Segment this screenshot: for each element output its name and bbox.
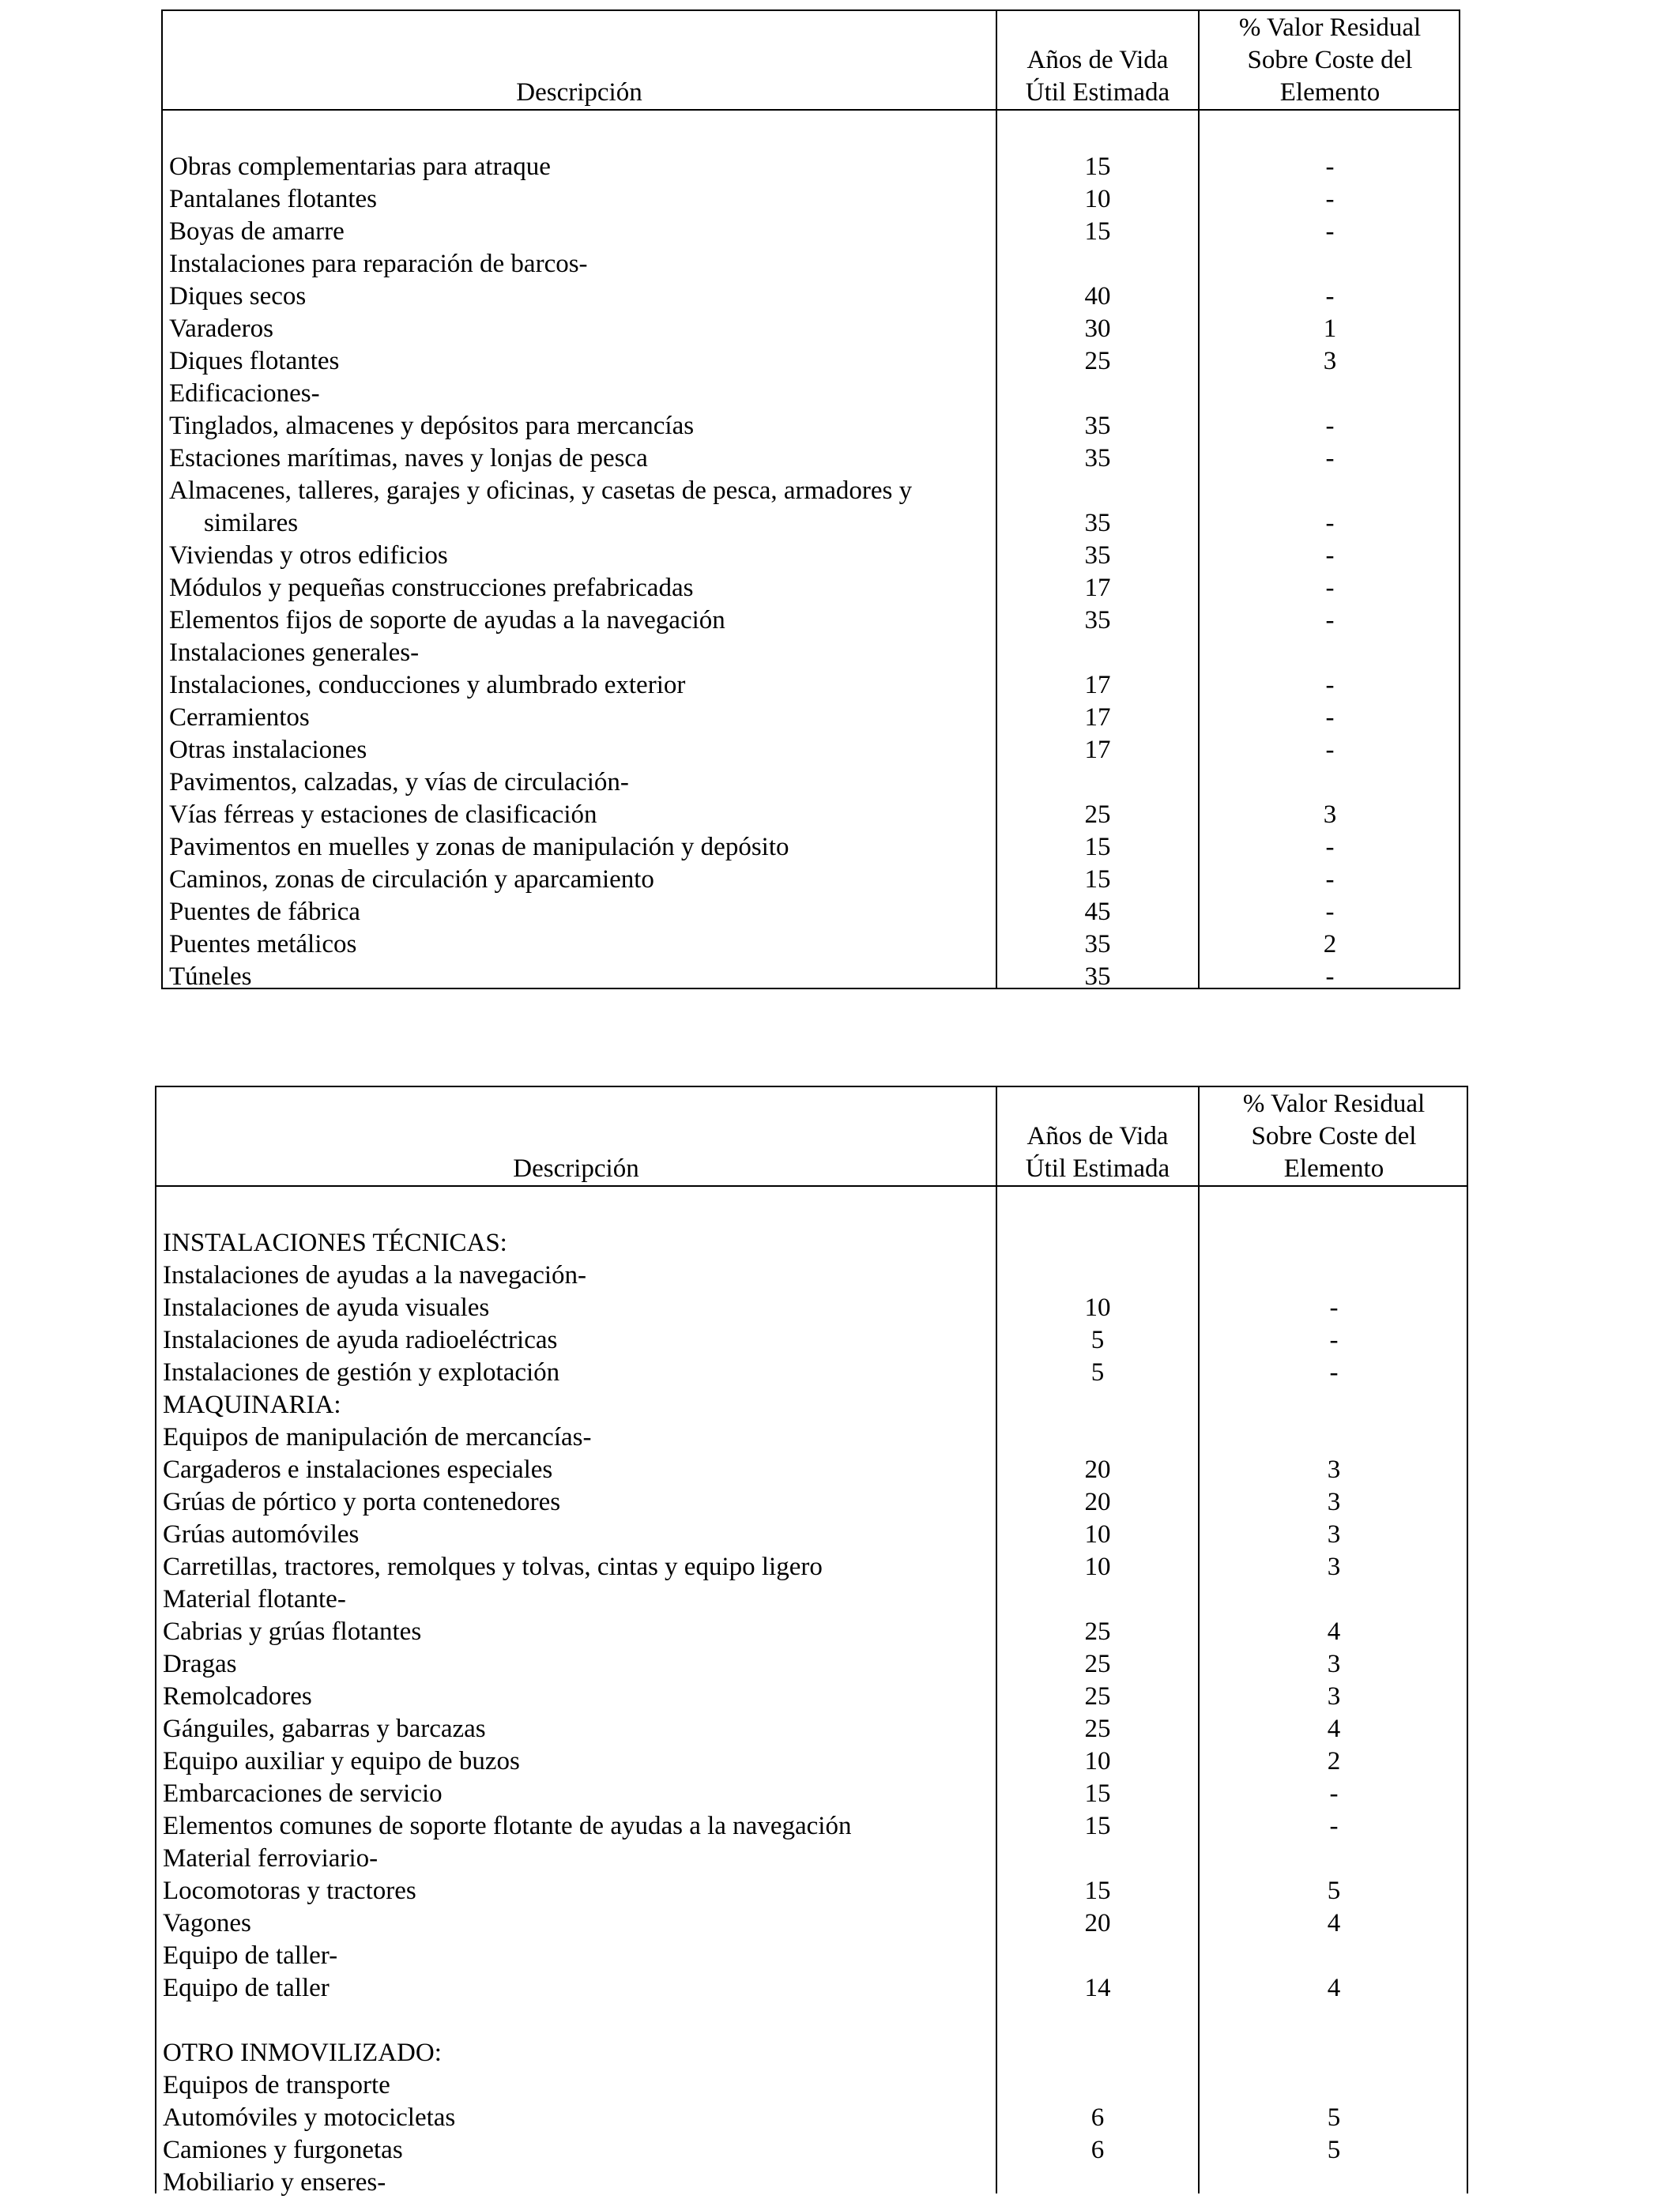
row-years: 35 bbox=[1084, 606, 1111, 634]
table-row bbox=[163, 540, 1459, 572]
row-residual: - bbox=[1325, 962, 1335, 991]
row-years: 25 bbox=[1084, 1650, 1111, 1678]
row-description: Remolcadores bbox=[163, 1682, 312, 1711]
row-residual: - bbox=[1325, 606, 1335, 634]
row-years: 25 bbox=[1084, 347, 1111, 375]
row-years: 15 bbox=[1084, 833, 1111, 861]
row-description: Almacenes, talleres, garajes y oficinas, y casetas de pesca, armadores y bbox=[169, 476, 913, 505]
table-row bbox=[163, 345, 1459, 378]
row-years: 30 bbox=[1084, 314, 1111, 343]
table-row bbox=[156, 1940, 1467, 1972]
row-years: 25 bbox=[1084, 1682, 1111, 1711]
row-years: 15 bbox=[1084, 1812, 1111, 1840]
table-row bbox=[156, 1810, 1467, 1843]
table-row bbox=[156, 1454, 1467, 1486]
row-description: Equipo de taller- bbox=[163, 1941, 338, 1970]
row-residual: - bbox=[1325, 282, 1335, 311]
row-description: Diques secos bbox=[169, 282, 307, 311]
row-description: OTRO INMOVILIZADO: bbox=[163, 2039, 442, 2067]
row-residual: - bbox=[1329, 1812, 1339, 1840]
table-row bbox=[163, 604, 1459, 637]
table-row bbox=[156, 2037, 1467, 2069]
row-residual: 2 bbox=[1323, 930, 1337, 958]
row-years: 14 bbox=[1084, 1974, 1111, 2002]
row-years: 17 bbox=[1084, 736, 1111, 764]
row-description: Vías férreas y estaciones de clasificación bbox=[169, 800, 597, 829]
row-residual: - bbox=[1325, 185, 1335, 213]
row-description: Material ferroviario- bbox=[163, 1844, 379, 1873]
table-row bbox=[156, 2134, 1467, 2167]
table-row bbox=[156, 2102, 1467, 2134]
row-description: Boyas de amarre bbox=[169, 217, 345, 246]
table-row bbox=[156, 1875, 1467, 1907]
table-row bbox=[163, 831, 1459, 864]
row-description: Obras complementarias para atraque bbox=[169, 152, 551, 181]
row-years: 20 bbox=[1084, 1455, 1111, 1484]
row-residual: - bbox=[1329, 1779, 1339, 1808]
row-description: Elementos comunes de soporte flotante de ayudas a la navegación bbox=[163, 1812, 852, 1840]
row-residual: 3 bbox=[1327, 1553, 1341, 1581]
row-residual: 5 bbox=[1327, 2136, 1341, 2164]
table-row bbox=[156, 1195, 1467, 1227]
row-description: Material flotante- bbox=[163, 1585, 346, 1613]
table-row bbox=[156, 1972, 1467, 2005]
useful-life-table-2 bbox=[155, 1086, 1468, 2197]
row-years: 35 bbox=[1084, 930, 1111, 958]
row-description: Equipos de transporte bbox=[163, 2071, 390, 2099]
table-row bbox=[156, 1519, 1467, 1551]
row-description: Pantalanes flotantes bbox=[169, 185, 378, 213]
row-residual: - bbox=[1325, 541, 1335, 570]
row-residual: 3 bbox=[1327, 1682, 1341, 1711]
header-residual: % Valor Residual Sobre Coste del Elemento bbox=[1242, 1090, 1426, 1183]
row-years: 35 bbox=[1084, 962, 1111, 991]
row-years: 45 bbox=[1084, 898, 1111, 926]
table-row bbox=[156, 1486, 1467, 1519]
row-years: 20 bbox=[1084, 1909, 1111, 1937]
row-description: Instalaciones, conducciones y alumbrado exterior bbox=[169, 671, 686, 699]
table-row bbox=[156, 1648, 1467, 1681]
row-description: Caminos, zonas de circulación y aparcamiento bbox=[169, 865, 654, 894]
header-description: Descripción bbox=[516, 78, 642, 107]
row-years: 40 bbox=[1084, 282, 1111, 311]
row-residual: 4 bbox=[1327, 1974, 1341, 2002]
row-residual: - bbox=[1325, 509, 1335, 537]
row-description: Carretillas, tractores, remolques y tolvas, cintas y equipo ligero bbox=[163, 1553, 823, 1581]
row-residual: - bbox=[1325, 444, 1335, 473]
row-description: Grúas de pórtico y porta contenedores bbox=[163, 1488, 561, 1516]
row-description: Viviendas y otros edificios bbox=[169, 541, 448, 570]
header-divider bbox=[163, 109, 1459, 111]
row-description: Equipo de taller bbox=[163, 1974, 330, 2002]
row-description: Túneles bbox=[169, 962, 252, 991]
table-row bbox=[163, 378, 1459, 410]
row-years: 10 bbox=[1084, 185, 1111, 213]
row-years: 17 bbox=[1084, 703, 1111, 732]
table-row bbox=[156, 1227, 1467, 1260]
row-residual: - bbox=[1329, 1293, 1339, 1322]
row-description: Dragas bbox=[163, 1650, 237, 1678]
row-residual: 3 bbox=[1327, 1520, 1341, 1549]
table-row bbox=[163, 313, 1459, 345]
table-row bbox=[156, 1421, 1467, 1454]
row-description: Instalaciones de ayuda radioeléctricas bbox=[163, 1326, 558, 1354]
row-description: Otras instalaciones bbox=[169, 736, 367, 764]
table-row bbox=[156, 1324, 1467, 1357]
row-description: Equipos de manipulación de mercancías- bbox=[163, 1423, 592, 1452]
row-residual: - bbox=[1325, 865, 1335, 894]
row-years: 10 bbox=[1084, 1553, 1111, 1581]
row-description: Edificaciones- bbox=[169, 379, 320, 408]
row-residual: - bbox=[1329, 1326, 1339, 1354]
table-row bbox=[163, 669, 1459, 702]
row-description: Varaderos bbox=[169, 314, 273, 343]
table-row bbox=[163, 766, 1459, 799]
table-row bbox=[156, 1681, 1467, 1713]
row-years: 17 bbox=[1084, 671, 1111, 699]
row-description: Embarcaciones de servicio bbox=[163, 1779, 443, 1808]
useful-life-table-1 bbox=[161, 9, 1460, 989]
row-description: Pavimentos en muelles y zonas de manipulación y depósito bbox=[169, 833, 789, 861]
table-row bbox=[163, 151, 1459, 183]
row-residual: - bbox=[1325, 736, 1335, 764]
row-residual: - bbox=[1325, 898, 1335, 926]
row-residual: 5 bbox=[1327, 2103, 1341, 2132]
row-residual: 3 bbox=[1327, 1488, 1341, 1516]
row-years: 25 bbox=[1084, 1715, 1111, 1743]
row-description: Diques flotantes bbox=[169, 347, 340, 375]
row-years: 5 bbox=[1090, 1326, 1105, 1354]
row-description: Módulos y pequeñas construcciones prefabricadas bbox=[169, 574, 694, 602]
row-description: Puentes de fábrica bbox=[169, 898, 360, 926]
row-residual: - bbox=[1325, 217, 1335, 246]
row-residual: - bbox=[1325, 574, 1335, 602]
table-row bbox=[163, 442, 1459, 475]
table-row bbox=[156, 1616, 1467, 1648]
table-row bbox=[156, 1907, 1467, 1940]
row-years: 6 bbox=[1090, 2103, 1105, 2132]
row-years: 17 bbox=[1084, 574, 1111, 602]
table-row bbox=[156, 2069, 1467, 2102]
row-years: 15 bbox=[1084, 217, 1111, 246]
row-description: Cerramientos bbox=[169, 703, 310, 732]
row-description: Instalaciones generales- bbox=[169, 638, 420, 667]
row-residual: 4 bbox=[1327, 1617, 1341, 1646]
table-row bbox=[163, 702, 1459, 734]
table-row bbox=[156, 1583, 1467, 1616]
row-years: 10 bbox=[1084, 1747, 1111, 1775]
row-description: Estaciones marítimas, naves y lonjas de pesca bbox=[169, 444, 648, 473]
row-years: 35 bbox=[1084, 412, 1111, 440]
table-row bbox=[156, 1778, 1467, 1810]
table-row bbox=[156, 2005, 1467, 2037]
table-row bbox=[156, 1551, 1467, 1583]
table-row bbox=[156, 1357, 1467, 1389]
row-years: 25 bbox=[1084, 1617, 1111, 1646]
row-residual: 3 bbox=[1327, 1650, 1341, 1678]
row-description: Instalaciones de gestión y explotación bbox=[163, 1358, 560, 1387]
row-residual: 4 bbox=[1327, 1715, 1341, 1743]
row-description: Grúas automóviles bbox=[163, 1520, 360, 1549]
table-row bbox=[156, 1292, 1467, 1324]
table-row bbox=[163, 961, 1459, 993]
row-residual: - bbox=[1325, 152, 1335, 181]
row-residual: 3 bbox=[1323, 347, 1337, 375]
table-row bbox=[163, 410, 1459, 442]
row-description: Automóviles y motocicletas bbox=[163, 2103, 456, 2132]
row-description: Mobiliario y enseres- bbox=[163, 2168, 386, 2197]
table-row bbox=[156, 1713, 1467, 1745]
table-row bbox=[163, 183, 1459, 216]
row-description: Tinglados, almacenes y depósitos para mercancías bbox=[169, 412, 695, 440]
table-row bbox=[156, 1745, 1467, 1778]
table-row bbox=[163, 734, 1459, 766]
table-body bbox=[163, 119, 1459, 993]
table-row bbox=[163, 637, 1459, 669]
row-description: Puentes metálicos bbox=[169, 930, 357, 958]
row-years: 15 bbox=[1084, 1877, 1111, 1905]
row-description: Instalaciones de ayuda visuales bbox=[163, 1293, 490, 1322]
row-years: 35 bbox=[1084, 444, 1111, 473]
row-residual: - bbox=[1325, 833, 1335, 861]
row-years: 10 bbox=[1084, 1520, 1111, 1549]
row-residual: 1 bbox=[1323, 314, 1337, 343]
row-residual: - bbox=[1329, 1358, 1339, 1387]
row-description: Cabrias y grúas flotantes bbox=[163, 1617, 422, 1646]
row-residual: - bbox=[1325, 671, 1335, 699]
header-description: Descripción bbox=[513, 1154, 639, 1183]
table-row bbox=[163, 572, 1459, 604]
row-years: 25 bbox=[1084, 800, 1111, 829]
row-years: 15 bbox=[1084, 152, 1111, 181]
row-description: similares bbox=[204, 509, 299, 537]
table-row bbox=[163, 928, 1459, 961]
table-row bbox=[163, 799, 1459, 831]
table-row bbox=[156, 1389, 1467, 1421]
table-body bbox=[156, 1195, 1467, 2199]
row-description: Gánguiles, gabarras y barcazas bbox=[163, 1715, 486, 1743]
row-years: 10 bbox=[1084, 1293, 1111, 1322]
row-description: Pavimentos, calzadas, y vías de circulación- bbox=[169, 768, 629, 796]
row-description: Camiones y furgonetas bbox=[163, 2136, 403, 2164]
row-description: Instalaciones para reparación de barcos- bbox=[169, 250, 588, 278]
row-years: 20 bbox=[1084, 1488, 1111, 1516]
header-years: Años de Vida Útil Estimada bbox=[1025, 1122, 1170, 1183]
row-residual: 2 bbox=[1327, 1747, 1341, 1775]
row-description: Elementos fijos de soporte de ayudas a la navegación bbox=[169, 606, 725, 634]
table-row bbox=[156, 1843, 1467, 1875]
row-years: 15 bbox=[1084, 865, 1111, 894]
row-description: Cargaderos e instalaciones especiales bbox=[163, 1455, 553, 1484]
row-residual: - bbox=[1325, 412, 1335, 440]
row-residual: 3 bbox=[1323, 800, 1337, 829]
row-description: Instalaciones de ayudas a la navegación- bbox=[163, 1261, 587, 1290]
row-description: MAQUINARIA: bbox=[163, 1391, 341, 1419]
header-years: Años de Vida Útil Estimada bbox=[1025, 46, 1170, 107]
row-residual: 5 bbox=[1327, 1877, 1341, 1905]
header-divider bbox=[156, 1185, 1467, 1187]
table-row bbox=[163, 507, 1459, 540]
table-row bbox=[163, 248, 1459, 281]
table-row bbox=[163, 475, 1459, 507]
table-row bbox=[163, 864, 1459, 896]
row-description: Equipo auxiliar y equipo de buzos bbox=[163, 1747, 520, 1775]
row-residual: 4 bbox=[1327, 1909, 1341, 1937]
row-residual: 3 bbox=[1327, 1455, 1341, 1484]
row-years: 35 bbox=[1084, 509, 1111, 537]
table-row bbox=[156, 2167, 1467, 2199]
row-years: 15 bbox=[1084, 1779, 1111, 1808]
table-row bbox=[163, 281, 1459, 313]
row-description: Vagones bbox=[163, 1909, 251, 1937]
row-years: 6 bbox=[1090, 2136, 1105, 2164]
table-row bbox=[163, 896, 1459, 928]
row-years: 5 bbox=[1090, 1358, 1105, 1387]
table-row bbox=[163, 119, 1459, 151]
row-description: INSTALACIONES TÉCNICAS: bbox=[163, 1229, 507, 1257]
row-description: Locomotoras y tractores bbox=[163, 1877, 416, 1905]
header-residual: % Valor Residual Sobre Coste del Elemento bbox=[1238, 13, 1422, 107]
row-years: 35 bbox=[1084, 541, 1111, 570]
row-residual: - bbox=[1325, 703, 1335, 732]
table-row bbox=[163, 216, 1459, 248]
table-row bbox=[156, 1260, 1467, 1292]
